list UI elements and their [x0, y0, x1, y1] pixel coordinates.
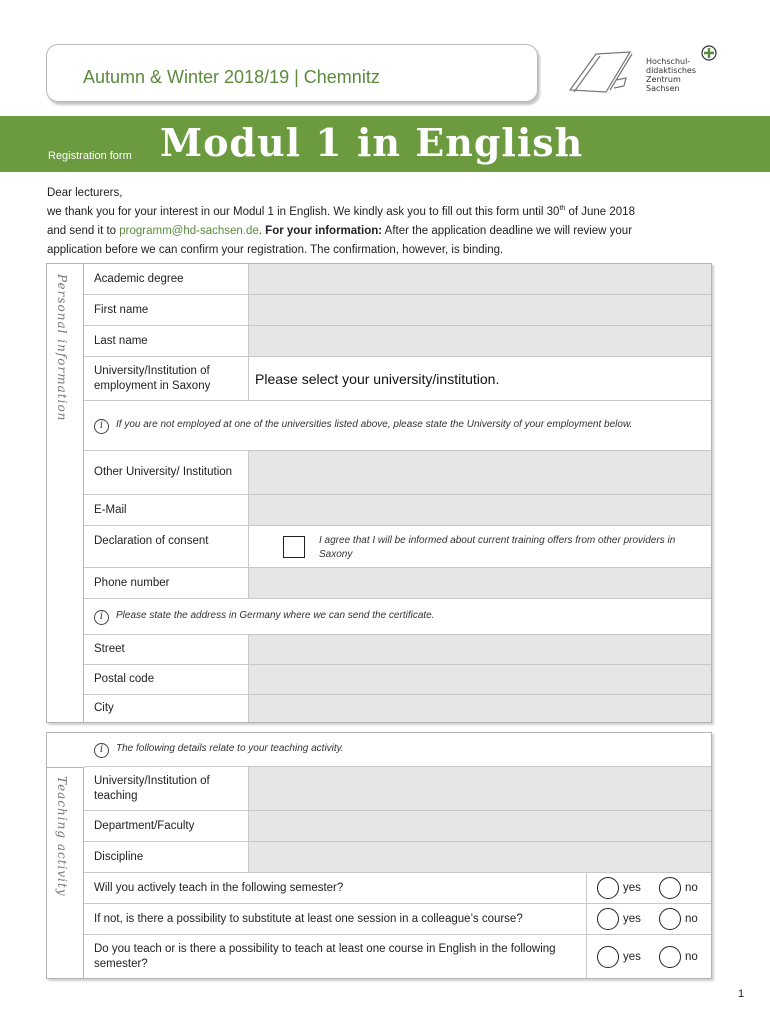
question-row	[84, 904, 711, 935]
form-row	[84, 665, 711, 695]
hdz-logo	[566, 44, 726, 104]
info-note: i The following details relate to your teaching activity.	[84, 742, 711, 758]
no-label: no	[685, 950, 698, 963]
form-row	[84, 811, 711, 842]
field-label: Street	[84, 635, 249, 664]
section-label: Personal information	[55, 274, 69, 422]
question-text: Will you actively teach in the following semester?	[84, 873, 587, 903]
logo-line: Sachsen	[646, 84, 680, 93]
form-row	[84, 326, 711, 357]
info-row	[84, 599, 711, 635]
yes-radio[interactable]	[597, 908, 619, 930]
form-row	[84, 568, 711, 599]
no-radio[interactable]	[659, 946, 681, 968]
field-label: Other University/ Institution	[84, 451, 249, 494]
field-label: Discipline	[84, 842, 249, 872]
department-input[interactable]	[249, 811, 711, 841]
form-row	[84, 451, 711, 495]
other-university-input[interactable]	[249, 451, 711, 494]
info-icon: i	[94, 610, 109, 625]
info-note: i Please state the address in Germany where we can send the certificate.	[84, 609, 711, 625]
university-select[interactable]: Please select your university/institution.	[249, 357, 711, 400]
intro-text	[47, 184, 717, 260]
section-label: Teaching activity	[55, 776, 69, 897]
yes-no-choice	[587, 904, 711, 934]
notebook-logo-icon	[566, 44, 646, 104]
field-label: First name	[84, 295, 249, 325]
form-row	[84, 767, 711, 811]
field-label: University/Institution of employment in Saxony	[84, 357, 249, 400]
section-sidebar	[47, 264, 84, 722]
personal-information-section	[46, 263, 712, 723]
logo-line: didaktisches	[646, 66, 696, 75]
postal-code-input[interactable]	[249, 665, 711, 694]
yes-label: yes	[623, 913, 641, 925]
field-label: City	[84, 695, 249, 722]
yes-no-choice	[587, 935, 711, 978]
registration-label: Registration form	[48, 150, 132, 162]
last-name-input[interactable]	[249, 326, 711, 356]
field-label: E-Mail	[84, 495, 249, 525]
consent-checkbox[interactable]	[283, 536, 305, 558]
field-label: Postal code	[84, 665, 249, 694]
page-number: 1	[738, 988, 745, 1000]
section-sidebar	[47, 767, 84, 978]
info-row	[84, 401, 711, 451]
academic-degree-input[interactable]	[249, 264, 711, 294]
teaching-university-input[interactable]	[249, 767, 711, 810]
no-radio[interactable]	[659, 908, 681, 930]
email-link[interactable]: programm@hd-sachsen.de	[119, 225, 259, 237]
form-row	[84, 842, 711, 873]
consent-field	[249, 526, 711, 567]
intro-line: application before we can confirm your registration. The confirmation, however, is binding.	[47, 244, 504, 256]
form-row	[84, 264, 711, 295]
field-label: Phone number	[84, 568, 249, 598]
yes-radio[interactable]	[597, 946, 619, 968]
field-label: Academic degree	[84, 264, 249, 294]
session-title: Autumn & Winter 2018/19 | Chemnitz	[83, 67, 380, 87]
form-row	[84, 695, 711, 722]
teaching-activity-section	[46, 732, 712, 979]
question-row	[84, 873, 711, 904]
info-icon: i	[94, 743, 109, 758]
form-title: Modul 1 in English	[160, 120, 584, 165]
email-input[interactable]	[249, 495, 711, 525]
intro-line: we thank you for your interest in our Modul 1 in English. We kindly ask you to fill out this form until 30th of June 2018	[47, 205, 635, 218]
street-input[interactable]	[249, 635, 711, 664]
yes-label: yes	[623, 950, 641, 963]
no-radio[interactable]	[659, 877, 681, 899]
title-banner	[0, 116, 770, 172]
question-text: If not, is there a possibility to substitute at least one session in a colleague’s course?	[84, 904, 587, 934]
field-label: Declaration of consent	[84, 526, 249, 567]
discipline-input[interactable]	[249, 842, 711, 872]
form-row	[84, 495, 711, 526]
city-input[interactable]	[249, 695, 711, 722]
consent-text: I agree that I will be informed about current training offers from other providers in Saxony	[319, 535, 676, 560]
intro-line: and send it to programm@hd-sachsen.de. For your information: After the application deadline we will review your	[47, 225, 633, 237]
plus-circle-icon	[700, 44, 718, 62]
form-row	[84, 357, 711, 401]
info-icon: i	[94, 419, 109, 434]
form-row	[84, 295, 711, 326]
yes-radio[interactable]	[597, 877, 619, 899]
form-row	[84, 635, 711, 665]
field-label: Department/Faculty	[84, 811, 249, 841]
logo-line: Zentrum	[646, 75, 681, 84]
info-note: i If you are not employed at one of the universities listed above, please state the University of your employment below.	[84, 418, 711, 434]
info-row	[84, 733, 711, 767]
field-label: University/Institution of teaching	[84, 767, 249, 810]
phone-input[interactable]	[249, 568, 711, 598]
question-row	[84, 935, 711, 978]
question-text: Do you teach or is there a possibility to teach at least one course in English in the following semester?	[84, 935, 587, 978]
info-label: For your information:	[265, 225, 383, 237]
form-row	[84, 526, 711, 568]
logo-line: Hochschul-	[646, 57, 691, 66]
yes-no-choice	[587, 873, 711, 903]
first-name-input[interactable]	[249, 295, 711, 325]
greeting: Dear lecturers,	[47, 187, 123, 199]
yes-label: yes	[623, 882, 641, 894]
field-label: Last name	[84, 326, 249, 356]
no-label: no	[685, 882, 698, 894]
logo-text	[646, 57, 696, 93]
session-box	[46, 44, 538, 102]
no-label: no	[685, 913, 698, 925]
